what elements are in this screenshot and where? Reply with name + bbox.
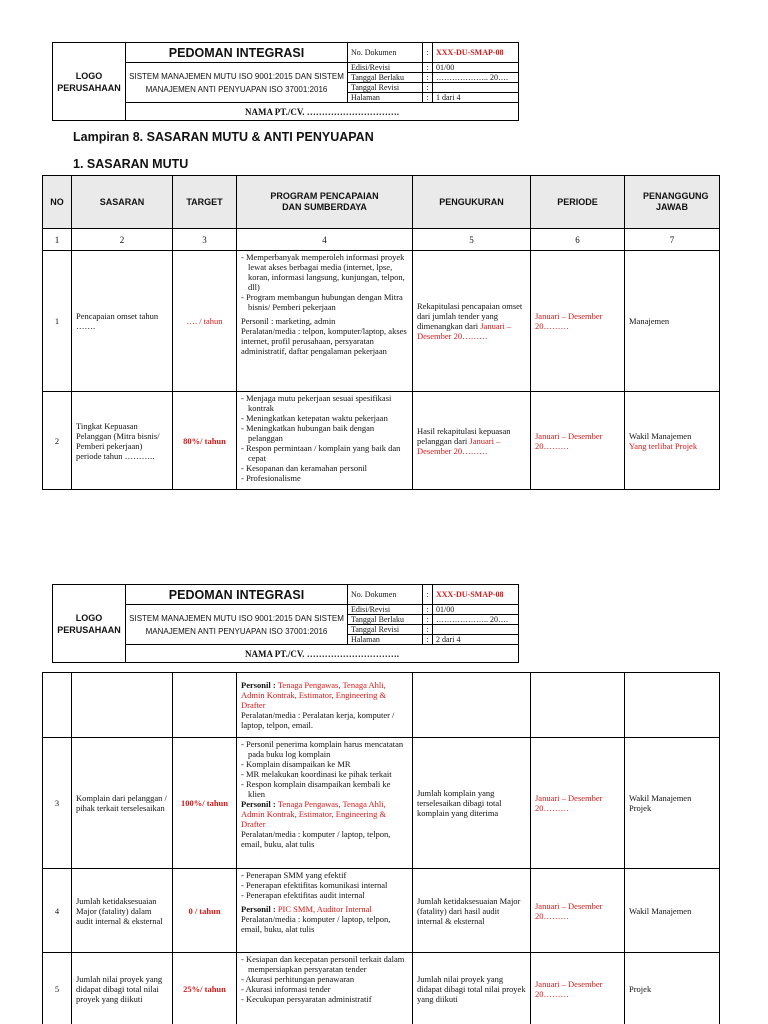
row-sasaran: Jumlah ketidaksesuaian Major (fatality) dalam audit internal & eksternal (72, 869, 173, 953)
row-periode: Januari – Desember 20……… (531, 869, 625, 953)
halaman-value: 2 dari 4 (433, 635, 519, 645)
row-sasaran: Pencapaian omset tahun ……. (72, 251, 173, 392)
label-edisi: Edisi/Revisi (348, 605, 423, 615)
row-no: 4 (43, 869, 72, 953)
document-title: PEDOMAN INTEGRASI (126, 43, 348, 63)
row-pengukuran: Jumlah ketidaksesuaian Major (fatality) dari hasil audit internal & eksternal (413, 869, 531, 953)
row-penanggung-jawab: Wakil Manajemen Yang terlibat Projek (625, 392, 720, 490)
row-target: …. / tahun (173, 251, 237, 392)
table-row (43, 953, 720, 1024)
company-logo-placeholder: LOGO PERUSAHAAN (53, 43, 126, 121)
col-header-sasaran: SASARAN (72, 176, 173, 229)
label-halaman: Halaman (348, 93, 423, 103)
row-no: 1 (43, 251, 72, 392)
col-header-no: NO (43, 176, 72, 229)
row-periode: Januari – Desember 20……… (531, 738, 625, 869)
row-program: - Menjaga mutu pekerjaan sesuai spesifikasi kontrak - Meningkatkan ketepatan waktu pekerjaan - Meningkatkan hubungan baik dengan pelanggan - Respon permintaan / komplain yang baik dan cepat - Kesopanan dan keramahan personil - Profesionalisme (237, 392, 413, 490)
tgl-revisi-value (433, 625, 519, 635)
row-target: 100%/ tahun (173, 738, 237, 869)
row-program: - Personil penerima komplain harus mencatatan pada buku log komplain - Komplain disampaikan ke MR - MR melakukan koordinasi ke pihak terkait - Respon komplain disampaikan kembali ke klien Personil : Tenaga Pengawas, Tenaga Ahli, Admin Kontrak, Estimator, Engineering & Drafter Peralatan/media : komputer / laptop, telpon, email, buku, alat tulis (237, 738, 413, 869)
row-program: Personil : Tenaga Pengawas, Tenaga Ahli, Admin Kontrak, Estimator, Engineering & Drafter Peralatan/media : Peralatan kerja, komputer / laptop, telpon, email. (237, 673, 413, 738)
row-penanggung-jawab: Projek (625, 953, 720, 1024)
row-penanggung-jawab: Wakil Manajemen Projek (625, 738, 720, 869)
row-pengukuran: Jumlah nilai proyek yang didapat dibagi total nilai proyek yang diikuti (413, 953, 531, 1024)
row-target: 80%/ tahun (173, 392, 237, 490)
document-header-page2: LOGO PERUSAHAAN PEDOMAN INTEGRASI No. Dokumen : XXX-DU-SMAP-08 SISTEM MANAJEMEN MUTU ISO 9001:2015 DAN SISTEM MANAJEMEN ANTI PENYUAPAN ISO 37001:2016 Edisi/Revisi : 01/00 Tanggal Berlaku : ……………….. 20…. Tanggal Revisi : Halaman : 2 dari 4 NAMA PT./CV. …………………………. (52, 584, 519, 663)
document-header-page1: LOGO PERUSAHAAN PEDOMAN INTEGRASI No. Dokumen : XXX-DU-SMAP-08 SISTEM MANAJEMEN MUTU ISO 9001:2015 DAN SISTEM MANAJEMEN ANTI PENYUAPAN ISO 37001:2016 Edisi/Revisi : 01/00 Tanggal Berlaku : ……………….. 20…. Tanggal Revisi : Halaman : 1 dari 4 NAMA PT./CV. …………………………. (52, 42, 519, 121)
col-header-program: PROGRAM PENCAPAIAN DAN SUMBERDAYA (237, 176, 413, 229)
row-pengukuran: Hasil rekapitulasi kepuasan pelanggan dari Januari – Desember 20……… (413, 392, 531, 490)
label-tgl-berlaku: Tanggal Berlaku (348, 73, 423, 83)
tgl-revisi-value (433, 83, 519, 93)
document-title: PEDOMAN INTEGRASI (126, 585, 348, 605)
doc-no-value: XXX-DU-SMAP-08 (433, 43, 519, 63)
halaman-value: 1 dari 4 (433, 93, 519, 103)
col-header-target: TARGET (173, 176, 237, 229)
row-periode: Januari – Desember 20……… (531, 392, 625, 490)
column-number-row: 1 2 3 4 5 6 7 (43, 229, 720, 251)
label-tgl-revisi: Tanggal Revisi (348, 625, 423, 635)
row-no: 5 (43, 953, 72, 1024)
tgl-berlaku-value: ……………….. 20…. (433, 73, 519, 83)
row-program: - Memperbanyak memperoleh informasi proyek lewat akses berbagai media (internet, lpse, koran, informasi langsung, kunjungan, telpon, dll) - Program membangun hubungan dengan Mitra bisnis/ Pemberi pekerjaan Personil : marketing, admin Peralatan/media : telpon, komputer/laptop, akses internet, profil perusahaan, persyaratan administratif, daftar pengalaman pekerjaan (237, 251, 413, 392)
company-name: NAMA PT./CV. …………………………. (126, 645, 519, 663)
row-sasaran: Tingkat Kepuasan Pelanggan (Mitra bisnis/ Pemberi pekerjaan) periode tahun ……….. (72, 392, 173, 490)
section-title: 1. SASARAN MUTU (73, 157, 189, 171)
row-pengukuran: Rekapitulasi pencapaian omset dari jumlah tender yang dimenangkan dari Januari – Desember 20……… (413, 251, 531, 392)
tgl-berlaku-value: ……………….. 20…. (433, 615, 519, 625)
table-row (43, 392, 720, 490)
row-penanggung-jawab: Manajemen (625, 251, 720, 392)
edisi-value: 01/00 (433, 605, 519, 615)
row-pengukuran: Jumlah komplain yang terselesaikan dibagi total komplain yang diterima (413, 738, 531, 869)
document-subtitle: SISTEM MANAJEMEN MUTU ISO 9001:2015 DAN SISTEM MANAJEMEN ANTI PENYUAPAN ISO 37001:2016 (126, 63, 348, 103)
document-subtitle: SISTEM MANAJEMEN MUTU ISO 9001:2015 DAN SISTEM MANAJEMEN ANTI PENYUAPAN ISO 37001:2016 (126, 605, 348, 645)
table-row (43, 673, 720, 738)
row-no: 3 (43, 738, 72, 869)
table-row (43, 738, 720, 869)
row-sasaran: Komplain dari pelanggan / pihak terkait terselesaikan (72, 738, 173, 869)
col-header-pengukuran: PENGUKURAN (413, 176, 531, 229)
row-no: 2 (43, 392, 72, 490)
label-doc-no: No. Dokumen (348, 585, 423, 605)
label-tgl-berlaku: Tanggal Berlaku (348, 615, 423, 625)
company-logo-placeholder: LOGO PERUSAHAAN (53, 585, 126, 663)
row-program: - Kesiapan dan kecepatan personil terkait dalam mempersiapkan persyaratan tender - Akurasi perhitungan penawaran - Akurasi informasi tender - Kecukupan persyaratan administratif (237, 953, 413, 1024)
label-tgl-revisi: Tanggal Revisi (348, 83, 423, 93)
sasaran-mutu-table-continued (42, 672, 720, 1024)
doc-no-value: XXX-DU-SMAP-08 (433, 585, 519, 605)
row-program: - Penerapan SMM yang efektif - Penerapan efektifitas komunikasi internal - Penerapan efektifitas audit internal Personil : PIC SMM, Auditor Internal Peralatan/media : komputer / laptop, telpon, email, buku, alat tulis (237, 869, 413, 953)
row-periode: Januari – Desember 20……… (531, 251, 625, 392)
row-target: 25%/ tahun (173, 953, 237, 1024)
col-header-periode: PERIODE (531, 176, 625, 229)
table-row (43, 869, 720, 953)
label-doc-no: No. Dokumen (348, 43, 423, 63)
company-name: NAMA PT./CV. …………………………. (126, 103, 519, 121)
label-halaman: Halaman (348, 635, 423, 645)
row-periode: Januari – Desember 20……… (531, 953, 625, 1024)
row-target: 0 / tahun (173, 869, 237, 953)
table-row (43, 251, 720, 392)
row-penanggung-jawab: Wakil Manajemen (625, 869, 720, 953)
label-edisi: Edisi/Revisi (348, 63, 423, 73)
lampiran-title: Lampiran 8. SASARAN MUTU & ANTI PENYUAPAN (73, 130, 374, 144)
edisi-value: 01/00 (433, 63, 519, 73)
row-sasaran: Jumlah nilai proyek yang didapat dibagi total nilai proyek yang diikuti (72, 953, 173, 1024)
sasaran-mutu-table (42, 175, 720, 490)
col-header-penanggung-jawab: PENANGGUNG JAWAB (625, 176, 720, 229)
